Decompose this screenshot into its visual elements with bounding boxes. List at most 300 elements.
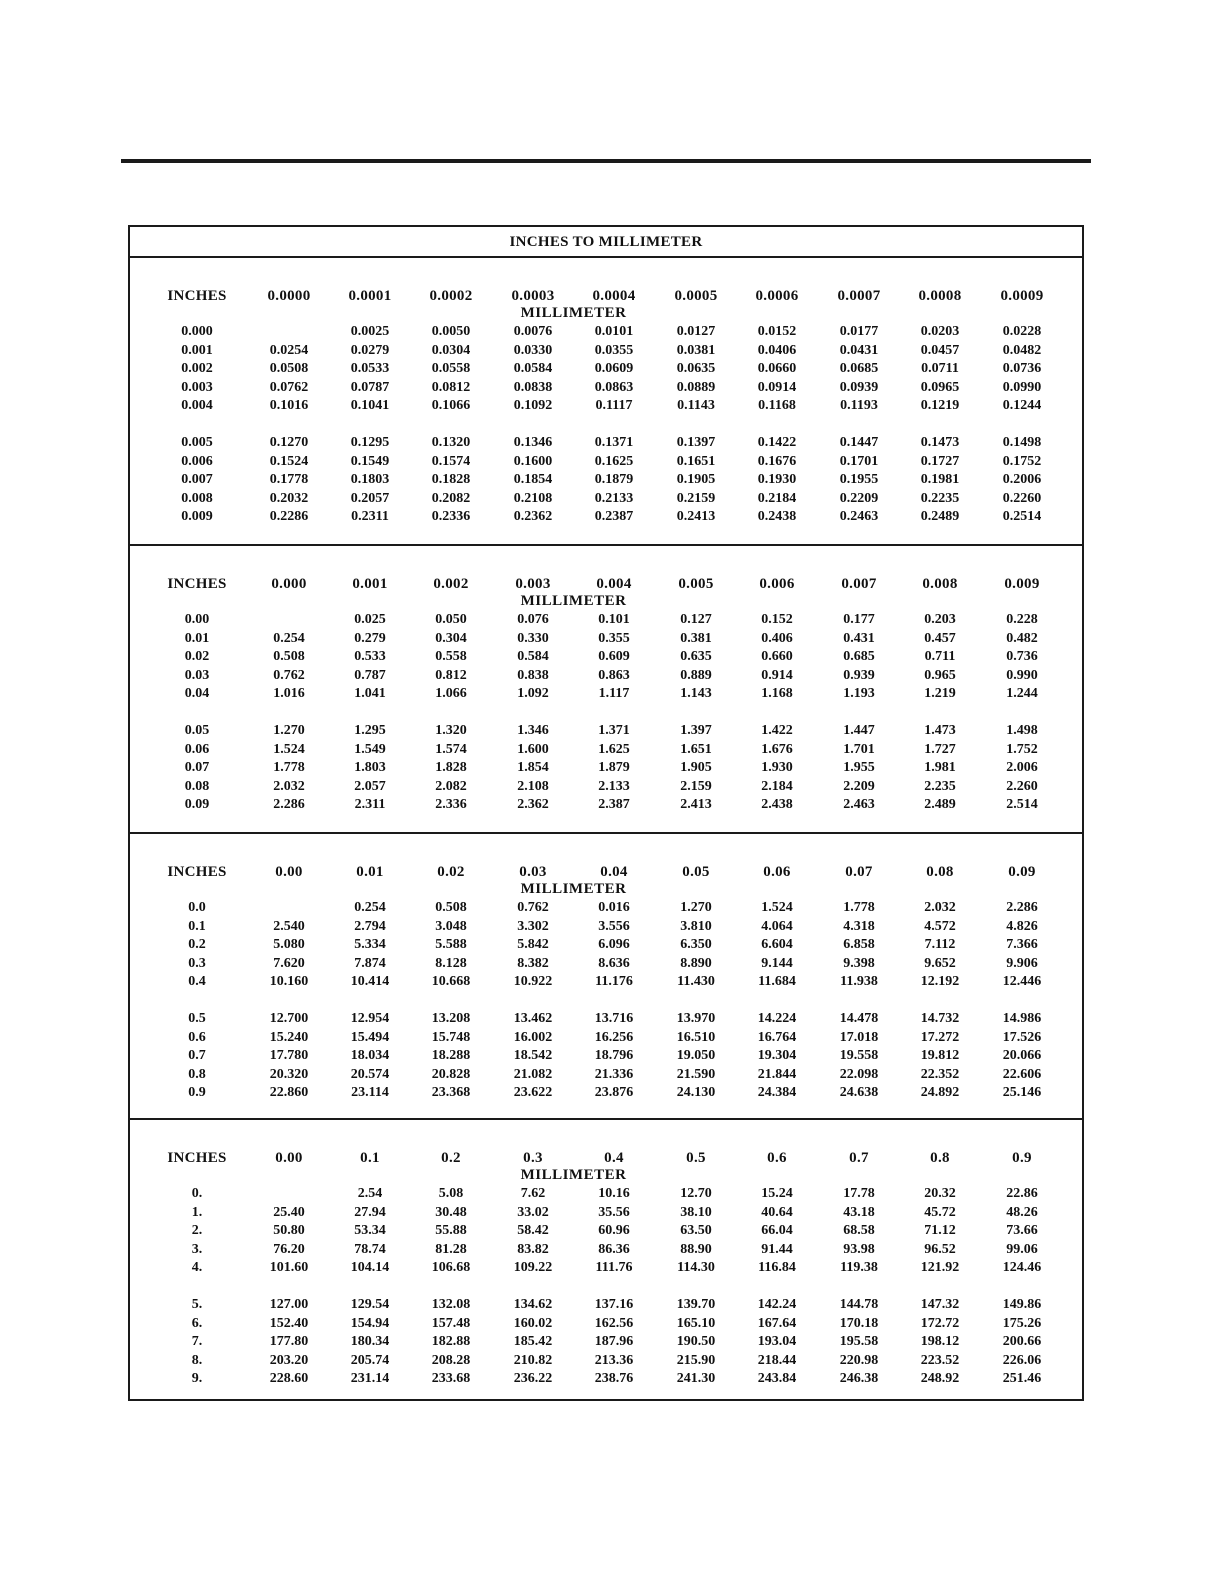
mm-value: 0.152 xyxy=(761,612,793,627)
mm-value: 12.700 xyxy=(269,1011,309,1026)
mm-value: 16.256 xyxy=(594,1029,634,1045)
mm-value: 109.22 xyxy=(513,1260,553,1276)
mm-value: 23.114 xyxy=(351,1085,389,1101)
mm-value: 0.1955 xyxy=(839,472,879,488)
mm-value: 0.1041 xyxy=(350,398,390,414)
mm-value: 0.2209 xyxy=(839,490,879,506)
mm-value: 0.0965 xyxy=(920,379,960,395)
mm-value: 2.54 xyxy=(357,1186,383,1201)
column-header: 0.0005 xyxy=(674,288,718,304)
mm-value: 226.06 xyxy=(1002,1352,1042,1368)
inch-value: 0.08 xyxy=(184,778,210,794)
column-header: 0.0000 xyxy=(267,288,311,304)
column-header: 0.2 xyxy=(441,1150,461,1166)
mm-value: 1.727 xyxy=(924,741,956,757)
mm-value: 3.048 xyxy=(435,918,467,934)
inch-value: 6. xyxy=(191,1315,203,1331)
mm-value: 22.352 xyxy=(920,1066,960,1082)
mm-value: 0.1803 xyxy=(350,472,390,488)
mm-value: 0.406 xyxy=(761,630,793,646)
inch-value: 0.5 xyxy=(188,1011,206,1026)
mm-value: 18.288 xyxy=(431,1048,471,1064)
mm-value: 1.752 xyxy=(1006,741,1038,757)
mm-value: 0.762 xyxy=(517,900,549,915)
mm-value: 0.381 xyxy=(680,630,712,646)
mm-value: 16.510 xyxy=(676,1029,716,1045)
mm-value: 2.032 xyxy=(273,778,305,794)
mm-value: 66.04 xyxy=(761,1223,793,1239)
mm-value: 5.08 xyxy=(438,1186,464,1201)
mm-value: 1.498 xyxy=(1006,723,1038,738)
mm-value: 0.660 xyxy=(761,649,793,665)
mm-value: 0.0482 xyxy=(1002,342,1042,358)
mm-value: 0.1168 xyxy=(758,398,796,414)
mm-value: 19.304 xyxy=(757,1048,797,1064)
mm-value: 182.88 xyxy=(431,1334,471,1350)
mm-value: 0.2514 xyxy=(1002,509,1042,525)
inch-value: 0.4 xyxy=(188,974,206,990)
mm-value: 1.955 xyxy=(843,760,875,776)
inch-value: 0.1 xyxy=(188,918,206,934)
mm-value: 0.863 xyxy=(598,667,630,683)
mm-value: 142.24 xyxy=(757,1297,797,1312)
mm-value: 0.0939 xyxy=(839,379,879,395)
column-header: 0.0007 xyxy=(837,288,881,304)
mm-value: 1.574 xyxy=(435,741,467,757)
mm-value: 0.1727 xyxy=(920,453,960,469)
mm-value: 33.02 xyxy=(517,1204,549,1220)
mm-value: 0.2362 xyxy=(513,509,553,525)
mm-value: 1.549 xyxy=(354,741,386,757)
mm-value: 38.10 xyxy=(680,1204,712,1220)
mm-value: 0.0863 xyxy=(594,379,634,395)
column-header: 0.9 xyxy=(1012,1150,1032,1166)
inch-value: 0.9 xyxy=(188,1085,206,1101)
inch-value: 0.02 xyxy=(184,649,210,665)
mm-value: 24.892 xyxy=(920,1085,960,1101)
mm-value: 0.254 xyxy=(273,630,305,646)
inch-value: 0.2 xyxy=(188,937,206,953)
mm-value: 162.56 xyxy=(594,1315,634,1331)
mm-value: 0.0736 xyxy=(1002,361,1042,377)
column-header: 0.001 xyxy=(352,576,388,592)
mm-value: 0.355 xyxy=(598,630,630,646)
mm-value: 170.18 xyxy=(839,1315,879,1331)
mm-value: 0.457 xyxy=(924,630,956,646)
mm-value: 0.0584 xyxy=(513,361,553,377)
mm-value: 19.050 xyxy=(676,1048,716,1064)
mm-value: 22.86 xyxy=(1006,1186,1038,1201)
mm-value: 0.1676 xyxy=(757,453,797,469)
mm-value: 106.68 xyxy=(431,1260,471,1276)
mm-value: 0.787 xyxy=(354,667,386,683)
mm-value: 0.2413 xyxy=(676,509,716,525)
mm-value: 0.0330 xyxy=(513,342,553,358)
inches-to-millimeter-table xyxy=(128,225,1084,1401)
inches-header: INCHES xyxy=(167,864,227,880)
inch-value: 0.04 xyxy=(184,686,210,702)
mm-value: 7.62 xyxy=(520,1186,546,1201)
mm-value: 0.762 xyxy=(273,667,305,683)
mm-value: 18.542 xyxy=(513,1048,553,1064)
mm-value: 25.146 xyxy=(1002,1085,1042,1101)
mm-value: 0.203 xyxy=(924,612,956,627)
mm-value: 1.397 xyxy=(680,723,712,738)
mm-value: 203.20 xyxy=(269,1352,309,1368)
mm-value: 132.08 xyxy=(431,1297,471,1312)
column-header: 0.0003 xyxy=(511,288,555,304)
mm-value: 1.778 xyxy=(273,760,305,776)
mm-value: 78.74 xyxy=(354,1241,386,1257)
column-header: 0.4 xyxy=(604,1150,624,1166)
mm-value: 0.2108 xyxy=(513,490,553,506)
inch-value: 8. xyxy=(191,1352,203,1368)
mm-value: 0.1651 xyxy=(676,453,716,469)
column-header: 0.08 xyxy=(926,864,954,880)
mm-value: 0.1778 xyxy=(269,472,309,488)
mm-value: 0.1930 xyxy=(757,472,797,488)
mm-value: 1.244 xyxy=(1006,686,1038,702)
mm-value: 5.334 xyxy=(354,937,386,953)
mm-value: 0.1447 xyxy=(839,435,879,450)
mm-value: 20.066 xyxy=(1002,1048,1042,1064)
mm-value: 1.320 xyxy=(435,723,467,738)
mm-value: 0.279 xyxy=(354,630,386,646)
mm-value: 193.04 xyxy=(757,1334,797,1350)
mm-value: 22.860 xyxy=(269,1085,309,1101)
mm-value: 0.1752 xyxy=(1002,453,1042,469)
mm-value: 6.350 xyxy=(680,937,712,953)
inch-value: 0.005 xyxy=(181,435,213,450)
inch-value: 0.004 xyxy=(181,398,213,414)
inch-value: 0.009 xyxy=(181,509,213,525)
mm-value: 0.127 xyxy=(680,612,712,627)
mm-value: 1.981 xyxy=(924,760,956,776)
mm-value: 0.2387 xyxy=(594,509,634,525)
inch-value: 0.07 xyxy=(184,760,210,776)
column-header: 0.7 xyxy=(849,1150,869,1166)
mm-value: 1.168 xyxy=(761,686,793,702)
mm-value: 1.295 xyxy=(354,723,386,738)
mm-value: 1.193 xyxy=(843,686,875,702)
mm-value: 104.14 xyxy=(350,1260,390,1276)
mm-value: 20.828 xyxy=(431,1066,471,1082)
mm-value: 0.2463 xyxy=(839,509,879,525)
mm-value: 88.90 xyxy=(680,1241,712,1257)
mm-value: 0.685 xyxy=(843,649,875,665)
mm-value: 134.62 xyxy=(513,1297,553,1312)
mm-value: 1.143 xyxy=(680,686,712,702)
mm-value: 0.2438 xyxy=(757,509,797,525)
inch-value: 5. xyxy=(191,1297,203,1312)
millimeter-label: MILLIMETER xyxy=(520,1167,627,1183)
mm-value: 6.096 xyxy=(598,937,630,953)
mm-value: 6.604 xyxy=(761,937,793,953)
inch-value: 0.05 xyxy=(184,723,210,738)
mm-value: 17.78 xyxy=(843,1186,875,1201)
mm-value: 2.311 xyxy=(354,797,386,813)
mm-value: 9.652 xyxy=(924,955,956,971)
mm-value: 152.40 xyxy=(269,1315,309,1331)
mm-value: 15.494 xyxy=(350,1029,390,1045)
section-block xyxy=(130,546,1082,832)
mm-value: 10.160 xyxy=(269,974,309,990)
mm-value: 0.050 xyxy=(435,612,467,627)
mm-value: 187.96 xyxy=(594,1334,634,1350)
mm-value: 0.635 xyxy=(680,649,712,665)
mm-value: 1.270 xyxy=(680,900,712,915)
mm-value: 14.478 xyxy=(839,1011,879,1026)
mm-value: 0.2235 xyxy=(920,490,960,506)
mm-value: 0.0050 xyxy=(431,324,471,339)
mm-value: 10.668 xyxy=(431,974,471,990)
mm-value: 21.082 xyxy=(513,1066,553,1082)
mm-value: 1.930 xyxy=(761,760,793,776)
mm-value: 7.874 xyxy=(354,955,386,971)
mm-value: 0.533 xyxy=(354,649,386,665)
inches-header: INCHES xyxy=(167,1150,227,1166)
mm-value: 0.1600 xyxy=(513,453,553,469)
mm-value: 1.803 xyxy=(354,760,386,776)
mm-value: 0.1143 xyxy=(677,398,715,414)
mm-value: 1.854 xyxy=(517,760,549,776)
mm-value: 0.0304 xyxy=(431,342,471,358)
mm-value: 12.446 xyxy=(1002,974,1042,990)
mm-value: 24.384 xyxy=(757,1085,797,1101)
mm-value: 2.032 xyxy=(924,900,956,915)
mm-value: 0.0127 xyxy=(676,324,716,339)
mm-value: 0.025 xyxy=(354,612,386,627)
mm-value: 0.304 xyxy=(435,630,467,646)
column-header: 0.00 xyxy=(275,864,303,880)
mm-value: 93.98 xyxy=(843,1241,875,1257)
mm-value: 1.092 xyxy=(517,686,549,702)
mm-value: 218.44 xyxy=(757,1352,797,1368)
mm-value: 1.600 xyxy=(517,741,549,757)
mm-value: 238.76 xyxy=(594,1371,634,1387)
mm-value: 0.0609 xyxy=(594,361,634,377)
inch-value: 0.0 xyxy=(188,900,206,915)
mm-value: 10.922 xyxy=(513,974,553,990)
mm-value: 2.184 xyxy=(761,778,793,794)
mm-value: 2.387 xyxy=(598,797,630,813)
mm-value: 127.00 xyxy=(269,1297,309,1312)
mm-value: 231.14 xyxy=(350,1371,390,1387)
inches-header: INCHES xyxy=(167,576,227,592)
mm-value: 0.1625 xyxy=(594,453,634,469)
mm-value: 6.858 xyxy=(843,937,875,953)
mm-value: 0.0406 xyxy=(757,342,797,358)
mm-value: 129.54 xyxy=(350,1297,390,1312)
mm-value: 9.906 xyxy=(1006,955,1038,971)
column-header: 0.09 xyxy=(1008,864,1036,880)
mm-value: 13.462 xyxy=(513,1011,553,1026)
mm-value: 160.02 xyxy=(513,1315,553,1331)
mm-value: 0.2006 xyxy=(1002,472,1042,488)
mm-value: 0.0076 xyxy=(513,324,553,339)
mm-value: 0.016 xyxy=(598,900,630,915)
column-header: 0.005 xyxy=(678,576,714,592)
inch-value: 2. xyxy=(191,1223,203,1239)
mm-value: 2.514 xyxy=(1006,797,1038,813)
mm-value: 149.86 xyxy=(1002,1297,1042,1312)
mm-value: 40.64 xyxy=(761,1204,793,1220)
mm-value: 0.1270 xyxy=(269,435,309,450)
mm-value: 0.711 xyxy=(924,649,956,665)
mm-value: 0.0228 xyxy=(1002,324,1042,339)
mm-value: 2.336 xyxy=(435,797,467,813)
mm-value: 0.1854 xyxy=(513,472,553,488)
column-header: 0.004 xyxy=(596,576,632,592)
mm-value: 0.1092 xyxy=(513,398,553,414)
mm-value: 4.572 xyxy=(924,918,956,934)
section-block xyxy=(130,1120,1082,1406)
mm-value: 1.016 xyxy=(273,686,305,702)
mm-value: 116.84 xyxy=(758,1260,796,1276)
mm-value: 0.584 xyxy=(517,649,549,665)
column-header: 0.007 xyxy=(841,576,877,592)
mm-value: 0.1397 xyxy=(676,435,716,450)
mm-value: 48.26 xyxy=(1006,1204,1038,1220)
mm-value: 76.20 xyxy=(273,1241,305,1257)
mm-value: 1.346 xyxy=(517,723,549,738)
mm-value: 2.362 xyxy=(517,797,549,813)
mm-value: 154.94 xyxy=(350,1315,390,1331)
mm-value: 22.098 xyxy=(839,1066,879,1082)
mm-value: 86.36 xyxy=(598,1241,630,1257)
mm-value: 13.970 xyxy=(676,1011,716,1026)
mm-value: 15.748 xyxy=(431,1029,471,1045)
mm-value: 0.1320 xyxy=(431,435,471,450)
mm-value: 0.0381 xyxy=(676,342,716,358)
mm-value: 8.128 xyxy=(435,955,467,971)
mm-value: 1.778 xyxy=(843,900,875,915)
mm-value: 0.0279 xyxy=(350,342,390,358)
mm-value: 236.22 xyxy=(513,1371,553,1387)
inch-value: 7. xyxy=(191,1334,203,1350)
mm-value: 0.508 xyxy=(435,900,467,915)
mm-value: 0.076 xyxy=(517,612,549,627)
mm-value: 1.371 xyxy=(598,723,630,738)
mm-value: 17.780 xyxy=(269,1048,309,1064)
mm-value: 1.041 xyxy=(354,686,386,702)
mm-value: 2.057 xyxy=(354,778,386,794)
mm-value: 0.228 xyxy=(1006,612,1038,627)
mm-value: 2.413 xyxy=(680,797,712,813)
mm-value: 21.844 xyxy=(757,1066,797,1082)
millimeter-label: MILLIMETER xyxy=(520,881,627,897)
mm-value: 0.1346 xyxy=(513,435,553,450)
mm-value: 19.558 xyxy=(839,1048,879,1064)
inch-value: 0.008 xyxy=(181,490,213,506)
mm-value: 210.82 xyxy=(513,1352,553,1368)
column-header: 0.0009 xyxy=(1000,288,1044,304)
column-header: 0.0004 xyxy=(592,288,636,304)
mm-value: 0.0914 xyxy=(757,379,797,395)
mm-value: 1.270 xyxy=(273,723,305,738)
inch-value: 0.000 xyxy=(181,324,213,339)
section-block xyxy=(130,258,1082,544)
mm-value: 0.0838 xyxy=(513,379,553,395)
mm-value: 60.96 xyxy=(598,1223,630,1239)
table-title: INCHES TO MILLIMETER xyxy=(130,227,1082,258)
mm-value: 144.78 xyxy=(839,1297,879,1312)
mm-value: 0.2032 xyxy=(269,490,309,506)
mm-value: 30.48 xyxy=(435,1204,467,1220)
inch-value: 0.001 xyxy=(181,342,213,358)
inch-value: 0.01 xyxy=(184,630,210,646)
column-header: 0.003 xyxy=(515,576,551,592)
mm-value: 0.609 xyxy=(598,649,630,665)
mm-value: 2.159 xyxy=(680,778,712,794)
mm-value: 208.28 xyxy=(431,1352,471,1368)
mm-value: 5.842 xyxy=(517,937,549,953)
mm-value: 157.48 xyxy=(431,1315,471,1331)
inch-value: 0.002 xyxy=(181,361,213,377)
mm-value: 0.1371 xyxy=(594,435,634,450)
mm-value: 2.133 xyxy=(598,778,630,794)
mm-value: 0.0152 xyxy=(757,324,797,339)
mm-value: 45.72 xyxy=(924,1204,956,1220)
mm-value: 4.318 xyxy=(843,918,875,934)
mm-value: 251.46 xyxy=(1002,1371,1042,1387)
mm-value: 175.26 xyxy=(1002,1315,1042,1331)
mm-value: 213.36 xyxy=(594,1352,634,1368)
mm-value: 0.0431 xyxy=(839,342,879,358)
mm-value: 4.826 xyxy=(1006,918,1038,934)
column-header: 0.06 xyxy=(763,864,791,880)
inch-value: 0.03 xyxy=(184,667,210,683)
column-header: 0.0002 xyxy=(429,288,473,304)
mm-value: 215.90 xyxy=(676,1352,716,1368)
mm-value: 0.2311 xyxy=(351,509,389,525)
top-horizontal-rule xyxy=(121,159,1091,163)
millimeter-label: MILLIMETER xyxy=(520,305,627,321)
mm-value: 0.2336 xyxy=(431,509,471,525)
column-header: 0.008 xyxy=(922,576,958,592)
mm-value: 10.414 xyxy=(350,974,390,990)
mm-value: 1.422 xyxy=(761,723,793,738)
mm-value: 111.76 xyxy=(595,1260,633,1276)
inch-value: 3. xyxy=(191,1241,203,1257)
mm-value: 0.0177 xyxy=(839,324,879,339)
mm-value: 0.1905 xyxy=(676,472,716,488)
mm-value: 68.58 xyxy=(843,1223,875,1239)
mm-value: 17.526 xyxy=(1002,1029,1042,1045)
mm-value: 9.144 xyxy=(761,955,793,971)
mm-value: 0.1117 xyxy=(595,398,633,414)
mm-value: 81.28 xyxy=(435,1241,467,1257)
column-header: 0.3 xyxy=(523,1150,543,1166)
mm-value: 19.812 xyxy=(920,1048,960,1064)
section-block xyxy=(130,834,1082,1120)
mm-value: 0.431 xyxy=(843,630,875,646)
mm-value: 17.018 xyxy=(839,1029,879,1045)
mm-value: 27.94 xyxy=(354,1204,386,1220)
mm-value: 0.1574 xyxy=(431,453,471,469)
mm-value: 11.430 xyxy=(677,974,715,990)
mm-value: 185.42 xyxy=(513,1334,553,1350)
mm-value: 220.98 xyxy=(839,1352,879,1368)
mm-value: 2.489 xyxy=(924,797,956,813)
inch-value: 0.7 xyxy=(188,1048,206,1064)
mm-value: 0.2286 xyxy=(269,509,309,525)
section-divider xyxy=(130,1118,1082,1120)
mm-value: 0.1244 xyxy=(1002,398,1042,414)
mm-value: 205.74 xyxy=(350,1352,390,1368)
mm-value: 0.2489 xyxy=(920,509,960,525)
mm-value: 1.828 xyxy=(435,760,467,776)
